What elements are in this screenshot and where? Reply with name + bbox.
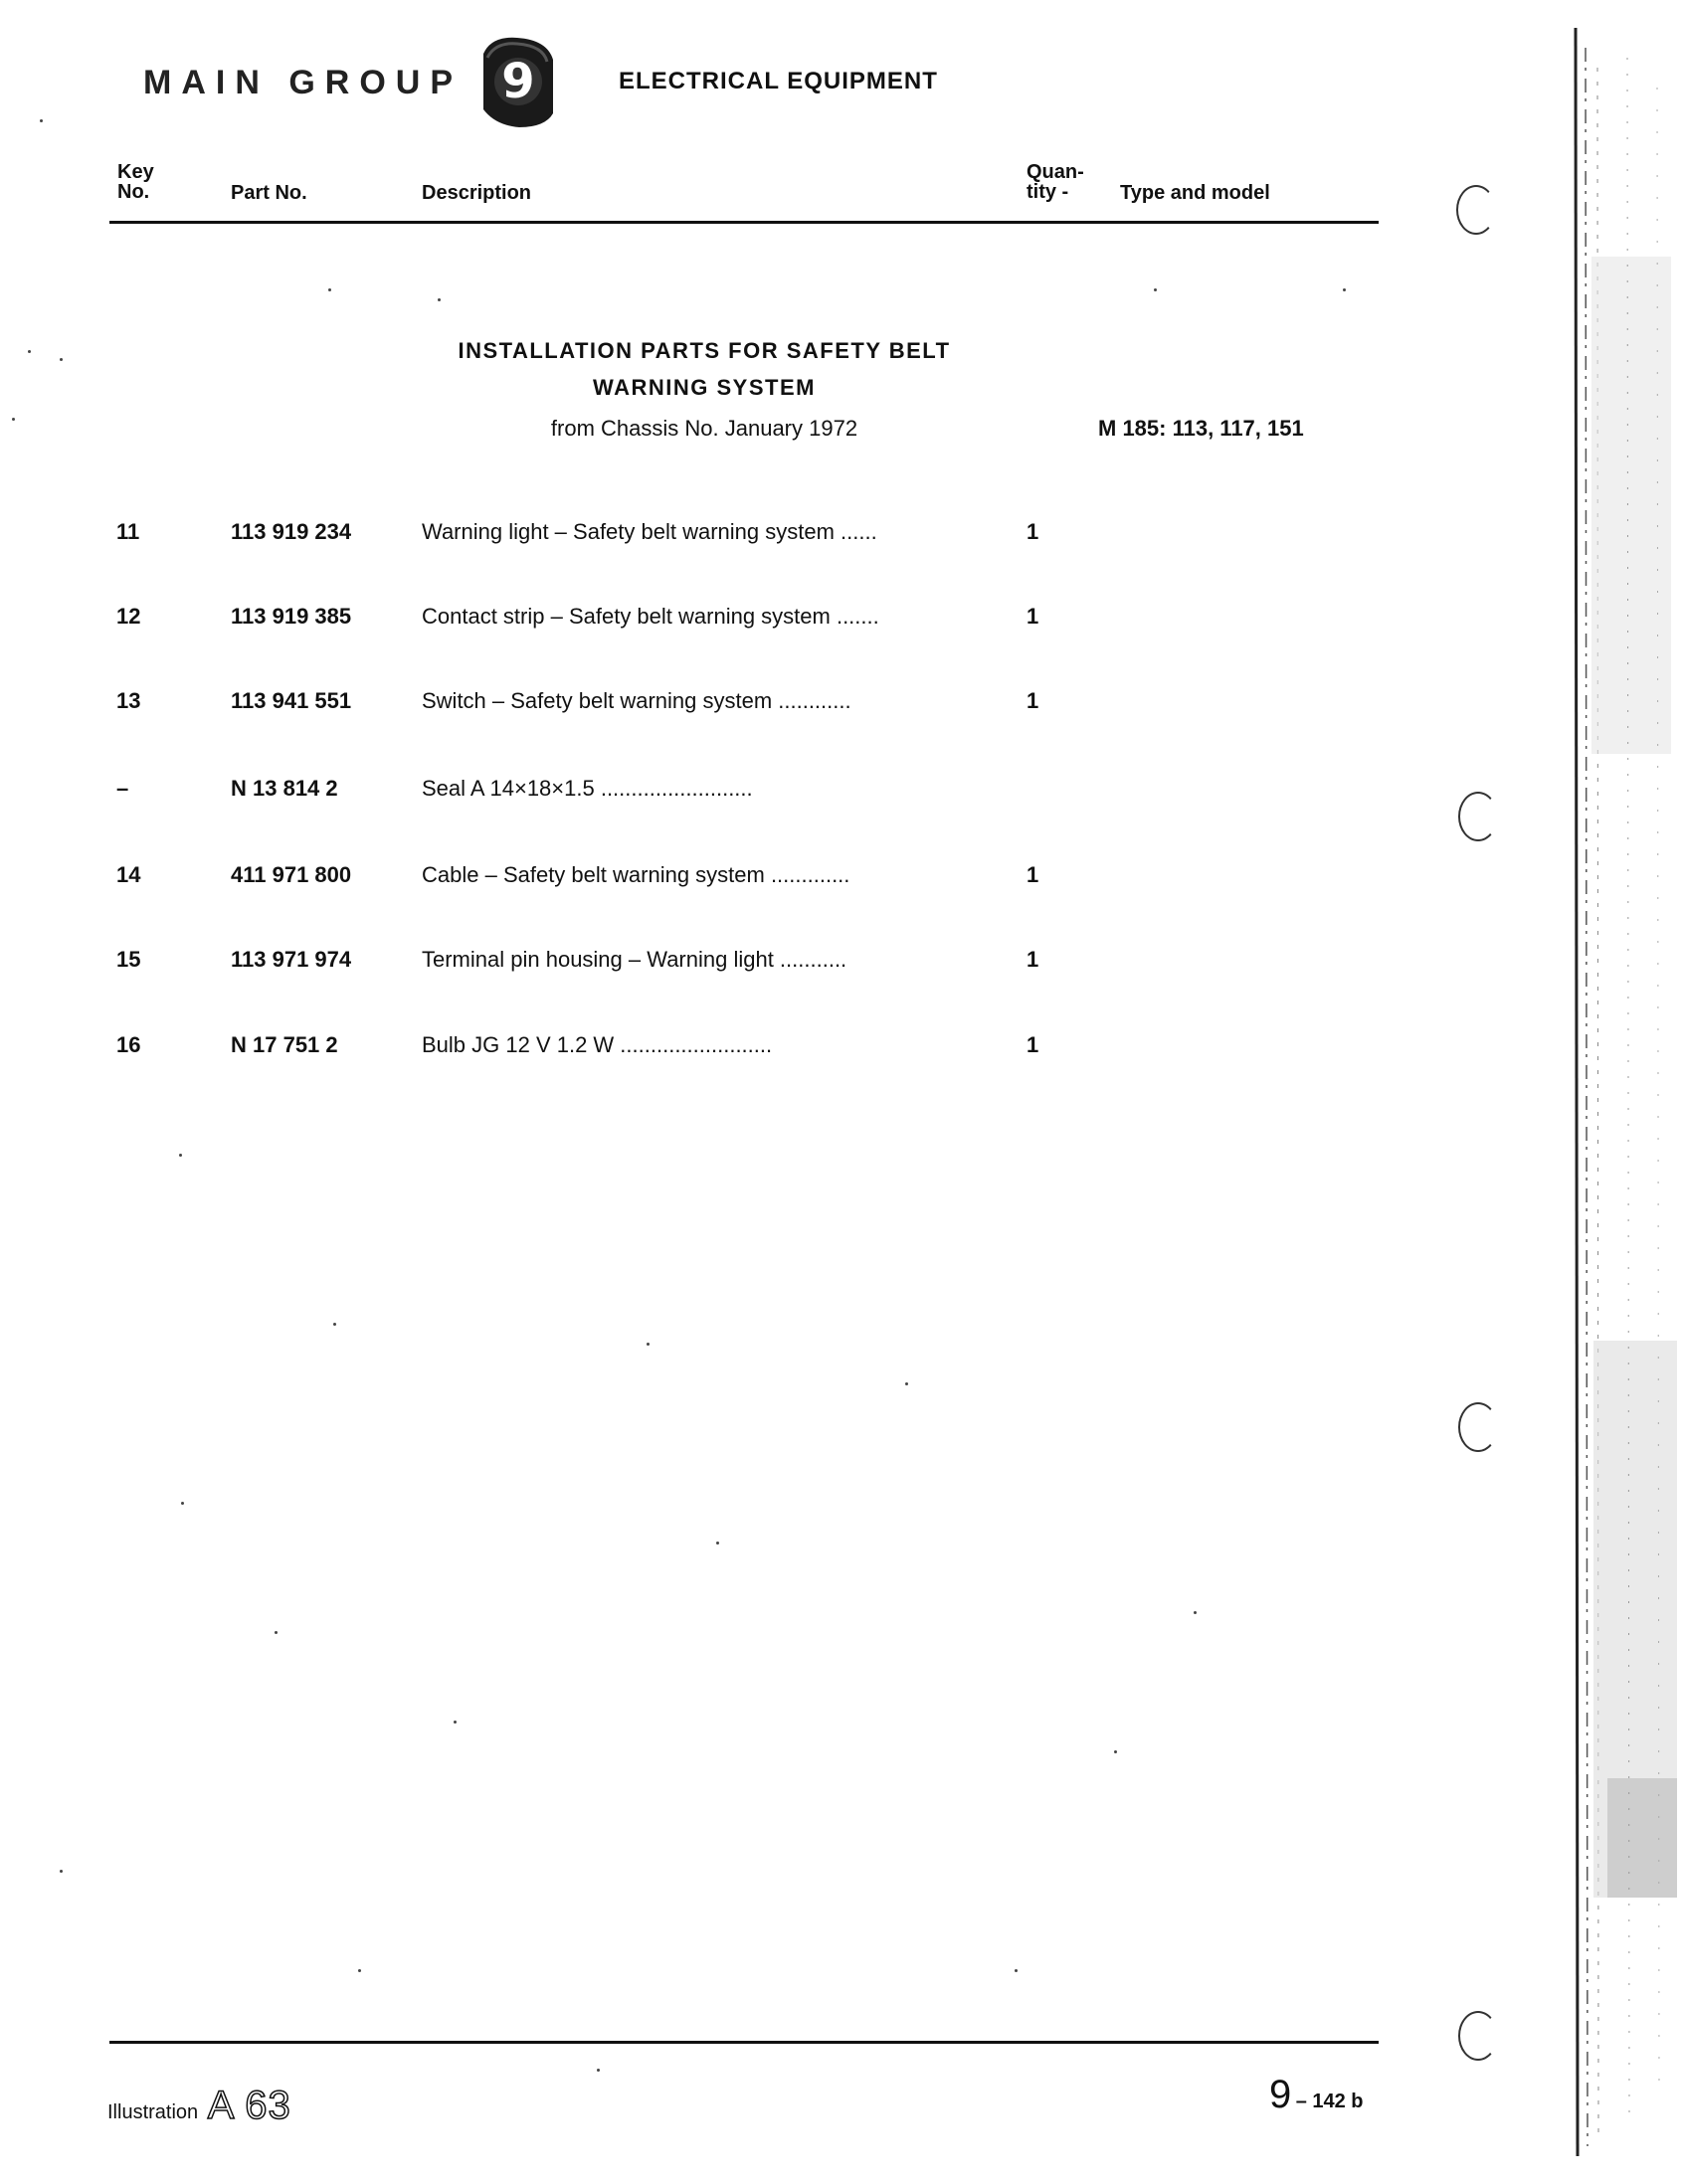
page-number	[1269, 2073, 1364, 2117]
scan-speck	[1114, 1750, 1117, 1753]
description: Switch – Safety belt warning system ............	[422, 688, 851, 713]
description: Cable – Safety belt warning system .............	[422, 862, 850, 887]
key-no-header	[117, 162, 154, 202]
scan-speck	[1154, 288, 1157, 291]
main-group-label: MAIN GROUP	[143, 64, 463, 101]
scan-speck	[454, 1721, 457, 1724]
page-number-sub: – 142 b	[1295, 2091, 1364, 2112]
scan-speck	[28, 350, 31, 353]
quantity-header-line1: Quan-	[1027, 161, 1084, 183]
scan-speck	[647, 1343, 650, 1346]
scan-speck	[179, 1154, 182, 1157]
type-model-header: Type and model	[1120, 182, 1270, 204]
key-no: –	[116, 776, 129, 801]
page-number-main: 9	[1269, 2073, 1292, 2116]
description: Terminal pin housing – Warning light ...........	[422, 947, 847, 972]
footer-rule	[109, 2041, 1379, 2044]
punch-hole	[1458, 792, 1498, 841]
scan-speck	[60, 1870, 63, 1873]
key-no-header-line1: Key	[117, 161, 154, 183]
scan-speck	[438, 298, 441, 301]
header-rule	[109, 221, 1379, 224]
scan-speck	[358, 1969, 361, 1972]
scan-speck	[597, 2069, 600, 2072]
key-no: 11	[116, 519, 140, 544]
table-row	[0, 517, 1683, 547]
description: Bulb JG 12 V 1.2 W .........................	[422, 1032, 773, 1057]
part-no: 113 919 234	[231, 519, 352, 544]
description-header: Description	[422, 182, 532, 204]
block-title-line2: WARNING SYSTEM	[593, 375, 816, 400]
illustration-label: Illustration	[107, 2101, 199, 2123]
description: Warning light – Safety belt warning system ......	[422, 519, 877, 544]
table-row	[0, 860, 1683, 890]
table-row	[0, 1030, 1683, 1060]
punch-hole	[1456, 185, 1496, 235]
scan-speck	[905, 1382, 908, 1385]
key-no-header-line2: No.	[117, 181, 150, 203]
page-binding-edge	[1568, 28, 1683, 2156]
key-no: 14	[116, 862, 141, 887]
scan-speck	[1015, 1969, 1018, 1972]
table-row	[0, 602, 1683, 632]
quantity: 1	[1027, 862, 1039, 887]
key-no: 12	[116, 604, 141, 629]
scan-speck	[1194, 1611, 1197, 1614]
quantity: 1	[1027, 604, 1039, 629]
scan-speck	[1343, 288, 1346, 291]
quantity: 1	[1027, 947, 1039, 972]
key-no: 15	[116, 947, 141, 972]
quantity-header-line2: tity -	[1027, 181, 1069, 203]
block-subtitle: from Chassis No. January 1972	[550, 416, 858, 441]
punch-hole	[1458, 2011, 1498, 2061]
scan-speck	[181, 1502, 184, 1505]
quantity-header	[1027, 162, 1084, 202]
group-number-badge	[473, 32, 561, 131]
scan-speck	[40, 119, 43, 122]
quantity: 1	[1027, 688, 1039, 713]
block-title-line1: INSTALLATION PARTS FOR SAFETY BELT	[458, 338, 951, 363]
scan-speck	[12, 418, 15, 421]
table-row	[0, 945, 1683, 975]
scan-speck	[60, 358, 63, 361]
table-row	[0, 774, 1683, 804]
part-no: 113 919 385	[231, 604, 352, 629]
illustration-reference	[107, 2084, 291, 2128]
scan-speck	[716, 1542, 719, 1545]
section-title: ELECTRICAL EQUIPMENT	[619, 68, 938, 94]
model-applicability: M 185: 113, 117, 151	[1098, 416, 1304, 441]
key-no: 16	[116, 1032, 141, 1057]
part-no: 113 971 974	[231, 947, 352, 972]
description: Seal A 14×18×1.5 .........................	[422, 776, 753, 801]
part-no: 113 941 551	[231, 688, 352, 713]
scan-speck	[328, 288, 331, 291]
part-no: N 17 751 2	[231, 1032, 338, 1057]
illustration-code: A 63	[207, 2084, 291, 2127]
table-row	[0, 686, 1683, 716]
part-no: 411 971 800	[231, 862, 352, 887]
scan-speck	[275, 1631, 278, 1634]
key-no: 13	[116, 688, 141, 713]
part-no: N 13 814 2	[231, 776, 338, 801]
description: Contact strip – Safety belt warning system .......	[422, 604, 879, 629]
group-number-text: 9	[501, 54, 535, 109]
quantity: 1	[1027, 519, 1039, 544]
scan-speck	[333, 1323, 336, 1326]
punch-hole	[1458, 1402, 1498, 1452]
quantity: 1	[1027, 1032, 1039, 1057]
part-no-header: Part No.	[231, 182, 307, 204]
